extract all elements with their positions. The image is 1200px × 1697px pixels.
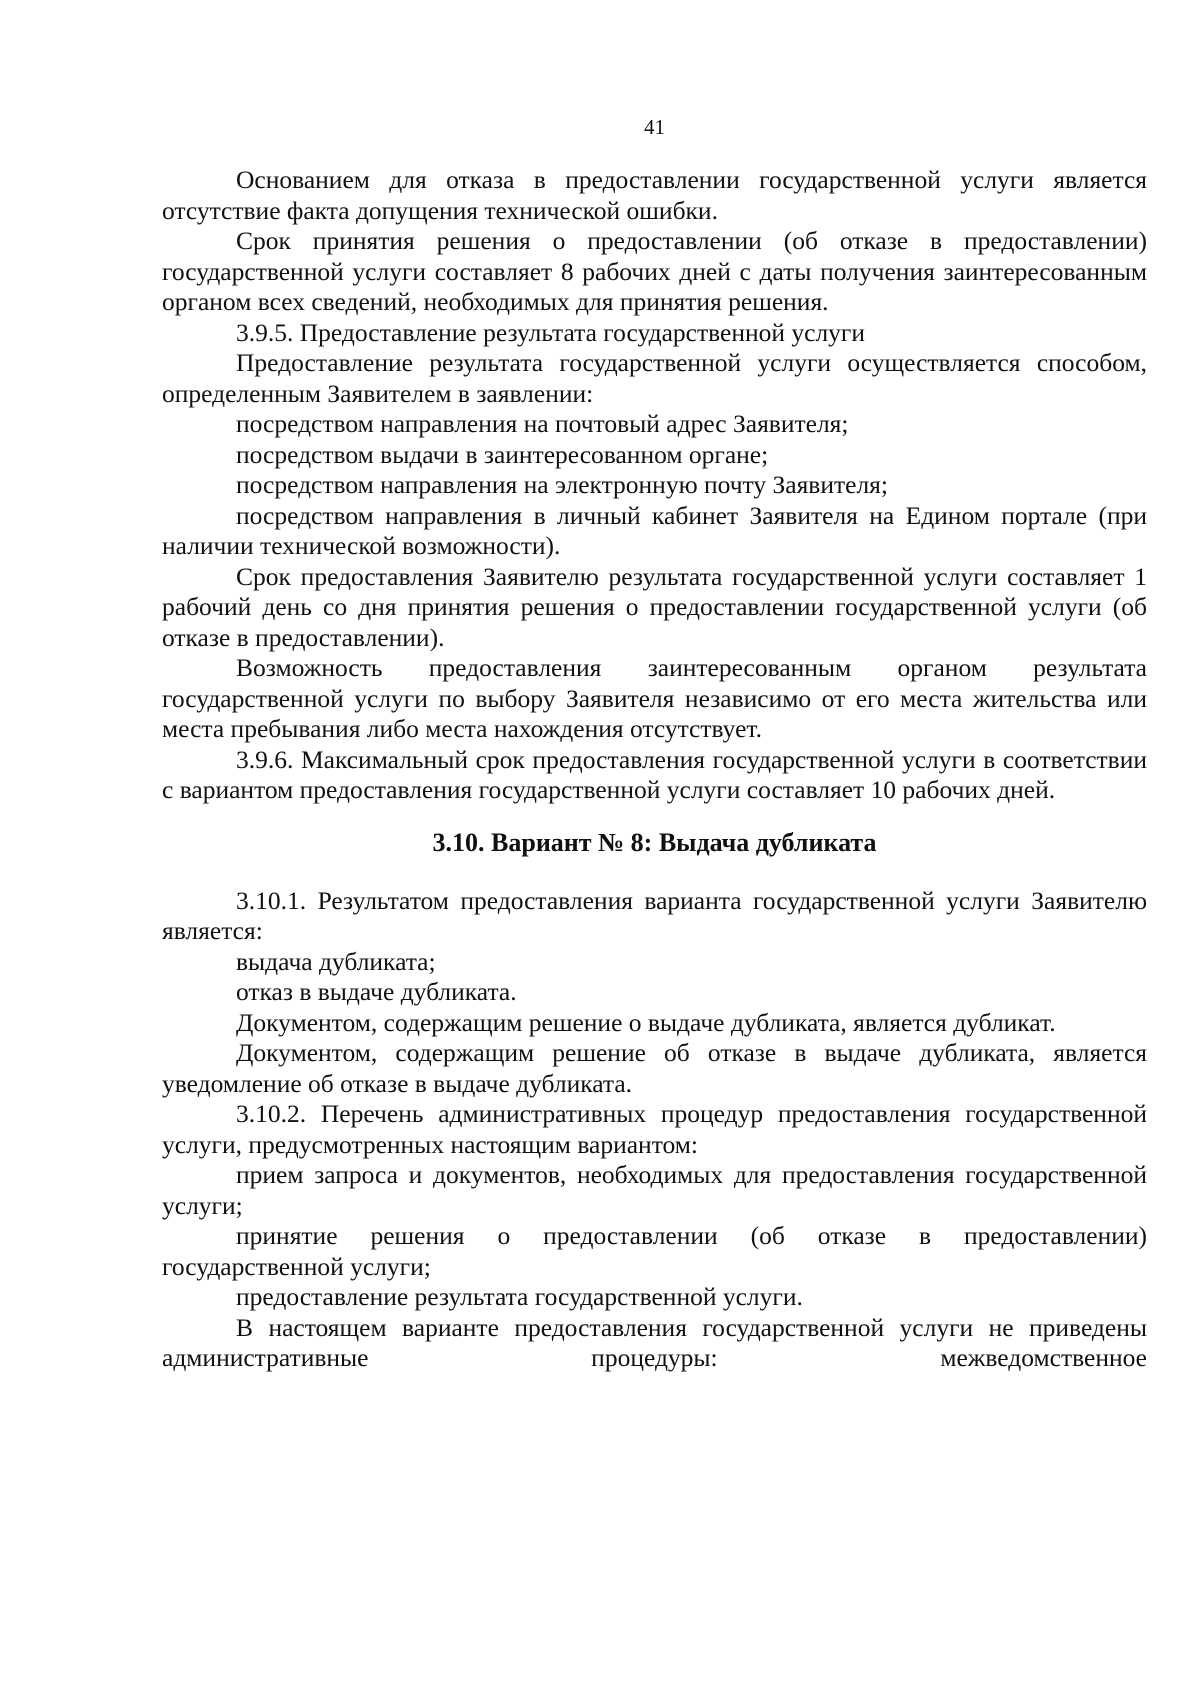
paragraph: Документом, содержащим решение о выдаче дубликата, является дубликат. (236, 1007, 1056, 1037)
section-title-3-9-5: 3.9.5. Предоставление результата государственной услуги (236, 317, 866, 347)
list-item: отказ в выдаче дубликата. (236, 977, 517, 1006)
paragraph: Срок предоставления Заявителю результата государственной услуги составляет 1 рабочий день со дня принятия решения о предоставлении государственной услуги (об отказе в предоставлении). (162, 561, 1147, 652)
paragraph: 3.10.1. Результатом предоставления варианта государственной услуги Заявителю является: (162, 885, 1147, 945)
paragraph: В настоящем варианте предоставления государственной услуги не приведены административные процедуры: межведомственное (162, 1312, 1147, 1372)
list-item: посредством направления в личный кабинет Заявителя на Едином портале (при наличии технической возможности). (162, 500, 1147, 560)
paragraph: Возможность предоставления заинтересованным органом результата государственной услуги по выбору Заявителя независимо от его места жительства или места пребывания либо места нахождения отсутствует. (162, 653, 1147, 743)
paragraph: Документом, содержащим решение об отказе в выдаче дубликата, является уведомление об отказе в выдаче дубликата. (162, 1038, 1147, 1098)
paragraph: Основанием для отказа в предоставлении государственной услуги является отсутствие факта допущения технической ошибки. (162, 165, 1147, 225)
section-heading: 3.10. Вариант № 8: Выдача дубликата (432, 827, 877, 857)
page-number: 41 (644, 115, 665, 139)
list-item: посредством выдачи в заинтересованном органе; (236, 439, 769, 469)
paragraph: 3.10.2. Перечень административных процедур предоставления государственной услуги, предусмотренных настоящим вариантом: (162, 1099, 1147, 1159)
list-item: выдача дубликата; (236, 946, 436, 976)
paragraph: Предоставление результата государственной услуги осуществляется способом, определенным Заявителем в заявлении: (162, 348, 1147, 408)
paragraph: 3.9.6. Максимальный срок предоставления государственной услуги в соответствии с вариантом предоставления государственной услуги составляет 10 рабочих дней. (162, 744, 1147, 804)
list-item: предоставление результата государственной услуги. (236, 1282, 803, 1311)
list-item: посредством направления на электронную почту Заявителя; (236, 470, 888, 499)
paragraph: Срок принятия решения о предоставлении (об отказе в предоставлении) государственной услуги составляет 8 рабочих дней с даты получения заинтересованным органом всех сведений, необходимых для принятия решения. (162, 226, 1147, 316)
document-body (162, 165, 1147, 1374)
list-item: прием запроса и документов, необходимых для предоставления государственной услуги; (162, 1160, 1147, 1220)
list-item: посредством направления на почтовый адрес Заявителя; (236, 409, 849, 438)
list-item: принятие решения о предоставлении (об отказе в предоставлении) государственной услуги; (162, 1221, 1147, 1281)
